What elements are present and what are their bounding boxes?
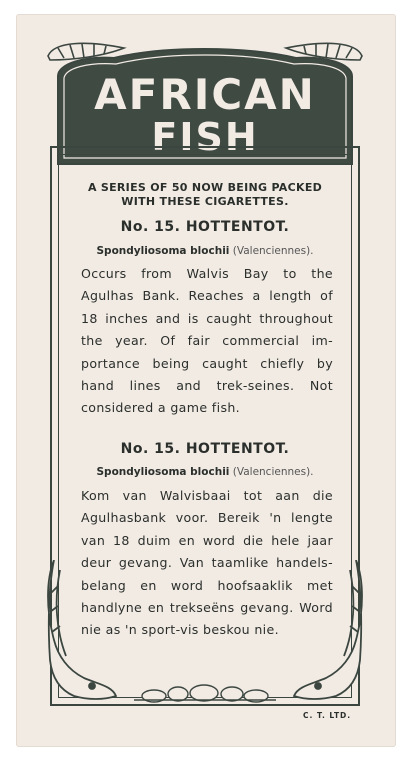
english-heading: No. 15. HOTTENTOT. — [120, 219, 290, 235]
pebbles-ornament — [134, 685, 276, 702]
afrikaans-line: Agulhasbank voor. Bereik 'n lengte — [81, 510, 333, 526]
scientific-name: Spondyliosoma blochii — [96, 466, 230, 478]
english-line: Agulhas Bank. Reaches a length of — [81, 288, 333, 304]
afrikaans-scientific-name — [60, 466, 350, 478]
afrikaans-line: belang en word hoofsaaklik met — [81, 577, 333, 593]
afrikaans-line: handlyne en trekseëns gevang. Word — [81, 600, 333, 616]
afrikaans-line: deur gevang. Van taamlike handels- — [81, 555, 333, 571]
authority: (Valenciennes). — [232, 245, 314, 257]
english-line: 18 inches and is caught throughout — [81, 310, 333, 326]
title-line-2: FISH — [151, 115, 259, 159]
english-scientific-name — [60, 245, 350, 257]
dolphin-right-icon — [294, 560, 362, 699]
subtitle-line-2: WITH THESE CIGARETTES. — [121, 195, 289, 208]
printer-credit: C. T. LTD. — [303, 711, 352, 720]
afrikaans-heading: No. 15. HOTTENTOT. — [120, 441, 290, 457]
english-line: the year. Of fair commercial im- — [81, 333, 333, 349]
bottom-ornament — [44, 560, 366, 712]
afrikaans-line: Kom van Walvisbaai tot aan die — [81, 488, 333, 503]
english-line: hand lines and trek-seines. Not — [81, 378, 333, 394]
afrikaans-line: nie as 'n sport-vis beskou nie. — [81, 622, 279, 638]
title-line-1: AFRICAN — [94, 70, 316, 119]
afrikaans-line: van 18 duim en word die hele jaar — [81, 532, 333, 548]
english-line: portance being caught chiefly by — [81, 355, 333, 371]
english-line: Occurs from Walvis Bay to the — [81, 266, 333, 281]
english-description — [81, 263, 333, 420]
subtitle-line-1: A SERIES OF 50 NOW BEING PACKED — [87, 181, 323, 194]
dolphin-left-icon — [48, 560, 116, 699]
authority: (Valenciennes). — [232, 466, 314, 478]
english-line: considered a game fish. — [81, 400, 241, 416]
scientific-name: Spondyliosoma blochii — [96, 245, 230, 257]
